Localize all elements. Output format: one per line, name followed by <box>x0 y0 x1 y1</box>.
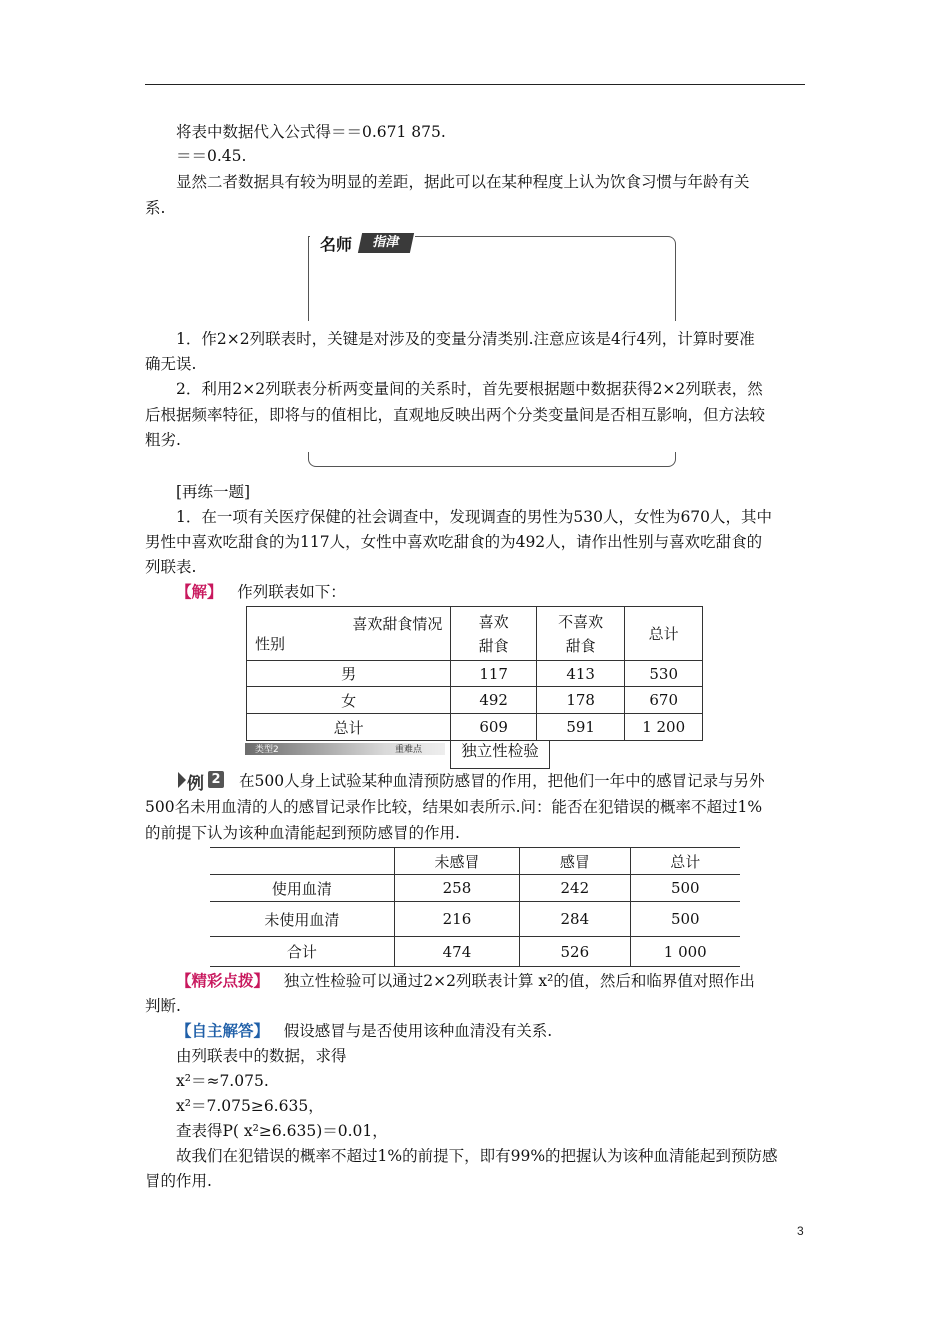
practice-question-line: 1．在一项有关医疗保健的社会调查中，发现调查的男性为530人，女性为670人，其中 <box>176 508 773 526</box>
table-cell: 591 <box>536 714 624 741</box>
table-cell: 1 200 <box>625 714 703 741</box>
practice-question-line: 列联表. <box>145 558 197 576</box>
answer-tag: 【解】 <box>176 582 223 601</box>
analysis-line: 判断. <box>145 997 181 1015</box>
row-label: 使用血清 <box>210 875 394 902</box>
tip-line: 1．作2×2列联表时，关键是对涉及的变量分清类别.注意应该是4行4列，计算时要准 <box>176 330 755 348</box>
column-header <box>210 848 394 875</box>
column-header: 感冒 <box>520 848 630 875</box>
table-cell: 216 <box>394 902 519 937</box>
column-header: 喜欢 甜食 <box>451 607 537 661</box>
header-rule <box>145 84 805 85</box>
table-row <box>210 902 740 937</box>
table-row <box>210 875 740 902</box>
text-line: 将表中数据代入公式得＝＝0.671 875. <box>176 123 446 141</box>
diag-bottom-label: 性别 <box>255 635 286 653</box>
table-cell: 1 000 <box>630 937 740 967</box>
row-label: 未使用血清 <box>210 902 394 937</box>
column-header: 总计 <box>625 607 703 661</box>
section-banner <box>245 740 550 768</box>
example-label: 例 <box>187 774 204 794</box>
table-cell: 117 <box>451 661 537 687</box>
solution-line: 故我们在犯错误的概率不超过1%的前提下，即有99%的把握认为该种血清能起到预防感 <box>176 1147 778 1165</box>
page-number: 3 <box>797 1224 804 1238</box>
table-cell: 500 <box>630 902 740 937</box>
serum-table <box>210 847 740 967</box>
example-number: 2 <box>208 771 224 788</box>
tip-header <box>310 232 415 254</box>
row-label: 女 <box>247 687 451 714</box>
table-diagonal-header <box>247 607 451 661</box>
example-line: 的前提下认为该种血清能起到预防感冒的作用. <box>145 824 460 842</box>
example-line: 500名未用血清的人的感冒记录作比较，结果如表所示.问：能否在犯错误的概率不超过1% <box>145 798 763 816</box>
analysis-line <box>145 970 846 992</box>
table-row <box>247 714 703 741</box>
column-header: 未感冒 <box>394 848 519 875</box>
tip-line: 粗劣. <box>145 431 181 449</box>
solution-line: x²＝≈7.075. <box>176 1072 269 1090</box>
tip-line: 2．利用2×2列联表分析两变量间的关系时，首先要根据题中数据获得2×2列联表，然 <box>176 380 763 398</box>
table-cell: 284 <box>520 902 630 937</box>
solution-text: 假设感冒与是否使用该种血清没有关系. <box>283 1022 553 1040</box>
table-cell: 242 <box>520 875 630 902</box>
tip-header-tag: 指津 <box>358 233 414 253</box>
table-cell: 609 <box>451 714 537 741</box>
solution-line: x²＝7.075≥6.635， <box>176 1097 324 1115</box>
text-line: 显然二者数据具有较为明显的差距，据此可以在某种程度上认为饮食习惯与年龄有关 <box>176 173 750 191</box>
tip-line: 确无误. <box>145 355 197 373</box>
table-row <box>247 661 703 687</box>
practice-question-line: 男性中喜欢吃甜食的为117人，女性中喜欢吃甜食的为492人，请作出性别与喜欢吃甜食的 <box>145 533 763 551</box>
diag-top-label: 喜欢甜食情况 <box>352 615 443 633</box>
table-cell: 670 <box>625 687 703 714</box>
text-line: 系. <box>145 199 166 217</box>
table-cell: 413 <box>536 661 624 687</box>
tip-line: 后根据频率特征，即将与的值相比，直观地反映出两个分类变量间是否相互影响，但方法较 <box>145 406 766 424</box>
triangle-icon <box>178 772 186 788</box>
table-cell: 258 <box>394 875 519 902</box>
analysis-text: 独立性检验可以通过2×2列联表计算 x²的值，然后和临界值对照作出 <box>283 972 755 990</box>
answer-text: 作列联表如下： <box>237 583 346 601</box>
solution-line <box>145 1020 846 1042</box>
table-row <box>247 687 703 714</box>
solution-tag: 【自主解答】 <box>176 1021 270 1040</box>
row-label: 总计 <box>247 714 451 741</box>
column-header: 总计 <box>630 848 740 875</box>
banner-type-tag: 类型2 <box>255 745 279 755</box>
answer-line <box>145 581 846 603</box>
solution-line: 查表得P( x²≥6.635)＝0.01， <box>176 1122 388 1140</box>
column-header: 不喜欢 甜食 <box>536 607 624 661</box>
table-header-row <box>210 848 740 875</box>
table-row <box>210 937 740 967</box>
practice-heading: [再练一题] <box>176 483 251 501</box>
table-cell: 530 <box>625 661 703 687</box>
table-cell: 526 <box>520 937 630 967</box>
analysis-tag: 【精彩点拨】 <box>176 971 270 990</box>
row-label: 男 <box>247 661 451 687</box>
tip-frame-bottom <box>308 452 676 467</box>
text-line: ＝＝0.45. <box>176 147 247 165</box>
tip-header-text: 名师 <box>320 235 353 254</box>
row-label: 合计 <box>210 937 394 967</box>
example-badge <box>178 770 226 794</box>
section-title: 独立性检验 <box>450 740 550 769</box>
table-cell: 474 <box>394 937 519 967</box>
solution-line: 由列联表中的数据，求得 <box>176 1047 347 1065</box>
example-line: 在500人身上试验某种血清预防感冒的作用，把他们一年中的感冒记录与另外 <box>239 772 765 790</box>
sweets-contingency-table <box>246 606 703 741</box>
solution-line: 冒的作用. <box>145 1172 212 1190</box>
banner-sub-tag: 重难点 <box>395 745 423 755</box>
table-cell: 492 <box>451 687 537 714</box>
table-cell: 500 <box>630 875 740 902</box>
table-cell: 178 <box>536 687 624 714</box>
